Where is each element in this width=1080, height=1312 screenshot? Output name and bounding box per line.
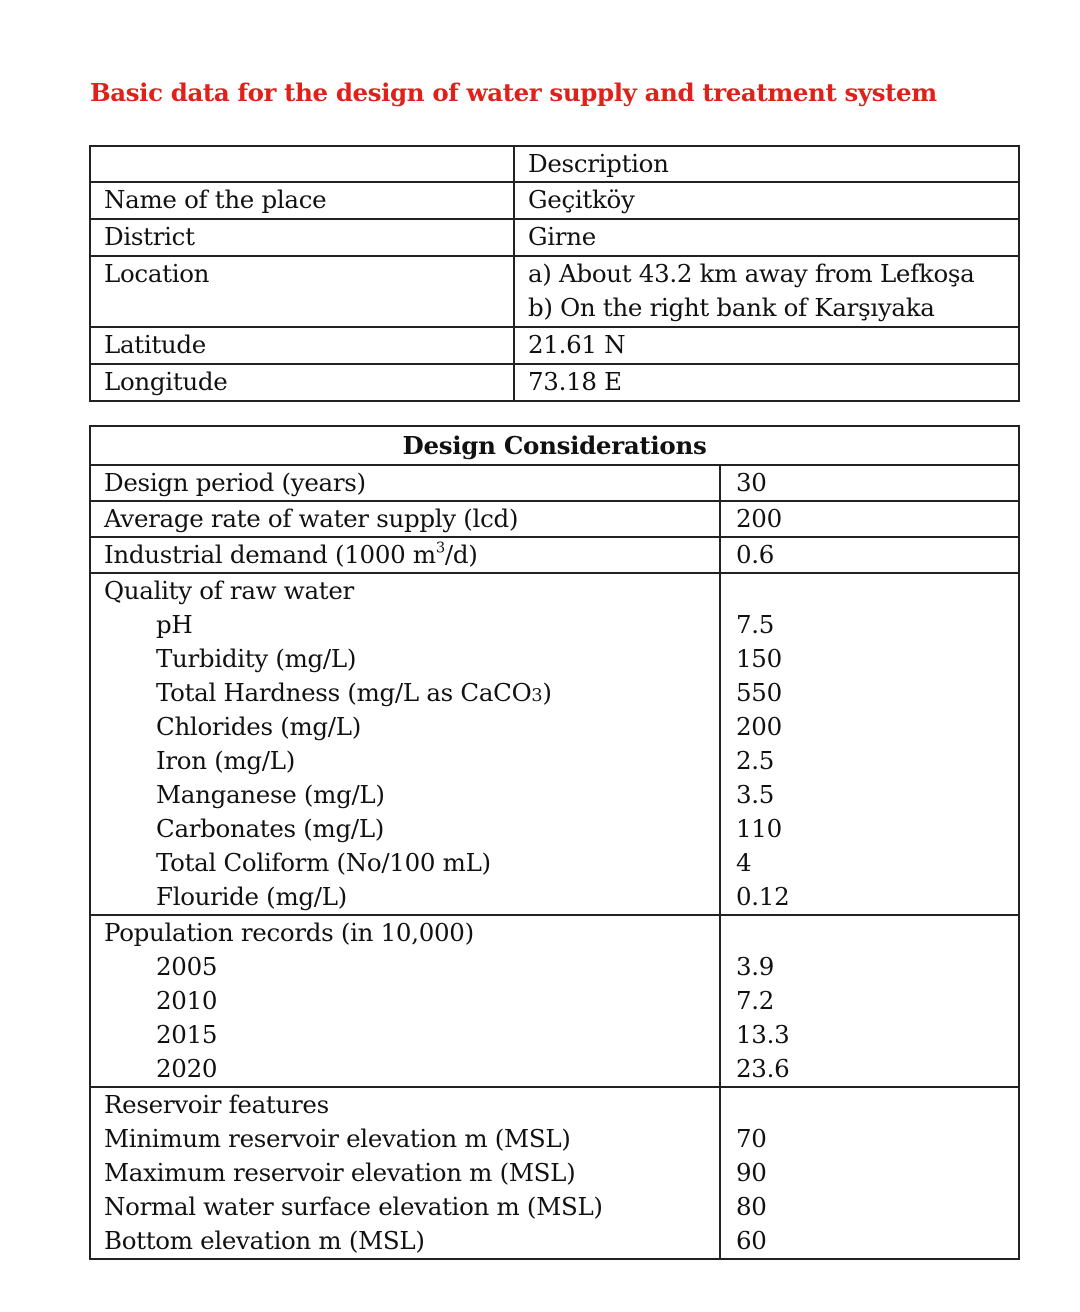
quality-item-label: Flouride (mg/L) bbox=[156, 882, 347, 911]
reservoir-item-label: Minimum reservoir elevation m (MSL) bbox=[104, 1124, 571, 1153]
location-value-a: a) About 43.2 km away from Lefkoşa bbox=[528, 259, 975, 288]
latitude-label: Latitude bbox=[104, 330, 206, 359]
population-year: 2010 bbox=[156, 986, 218, 1015]
population-value: 7.2 bbox=[736, 986, 775, 1015]
quality-item-value: 110 bbox=[736, 814, 782, 843]
quality-item-label: Total Coliform (No/100 mL) bbox=[156, 848, 491, 877]
reservoir-item-label: Maximum reservoir elevation m (MSL) bbox=[104, 1158, 576, 1187]
quality-item-value: 3.5 bbox=[736, 780, 775, 809]
label-cell bbox=[90, 182, 514, 219]
page-title: Basic data for the design of water supply and treatment system bbox=[90, 78, 937, 107]
quality-item-label: Carbonates (mg/L) bbox=[156, 814, 385, 843]
quality-item-value: 200 bbox=[736, 712, 782, 741]
quality-item-value: 550 bbox=[736, 678, 782, 707]
quality-item-value: 0.12 bbox=[736, 882, 790, 911]
quality-item-label: pH bbox=[156, 610, 193, 639]
value-cell bbox=[720, 915, 1019, 1087]
quality-item-label: Iron (mg/L) bbox=[156, 746, 295, 775]
label-cell bbox=[90, 1087, 720, 1259]
description-header-cell bbox=[514, 146, 1019, 182]
table-row bbox=[90, 537, 1019, 573]
longitude-value: 73.18 E bbox=[528, 367, 622, 396]
population-year: 2015 bbox=[156, 1020, 218, 1049]
population-section-row bbox=[90, 915, 1019, 1087]
value-cell bbox=[720, 537, 1019, 573]
label-cell bbox=[90, 219, 514, 256]
value-cell bbox=[514, 364, 1019, 401]
table-row bbox=[90, 219, 1019, 256]
industrial-demand-label: Industrial demand (1000 $m^3/d$) bbox=[104, 539, 478, 569]
district-value: Girne bbox=[528, 222, 596, 251]
site-info-table bbox=[89, 145, 1020, 402]
quality-item-value: 2.5 bbox=[736, 746, 775, 775]
population-value: 13.3 bbox=[736, 1020, 790, 1049]
reservoir-item-value: 90 bbox=[736, 1158, 767, 1187]
population-value: 3.9 bbox=[736, 952, 775, 981]
reservoir-item-value: 80 bbox=[736, 1192, 767, 1221]
population-section-label: Population records (in 10,000) bbox=[104, 918, 474, 947]
table-header-row bbox=[90, 426, 1019, 465]
average-rate-value: 200 bbox=[736, 504, 782, 533]
table-row bbox=[90, 501, 1019, 537]
value-cell bbox=[720, 465, 1019, 501]
design-considerations-table bbox=[89, 425, 1020, 1260]
label-cell bbox=[90, 537, 720, 573]
average-rate-label: Average rate of water supply (lcd) bbox=[104, 504, 519, 533]
label-cell bbox=[90, 501, 720, 537]
place-name-label: Name of the place bbox=[104, 185, 327, 214]
reservoir-item-label: Bottom elevation m (MSL) bbox=[104, 1226, 425, 1255]
population-value: 23.6 bbox=[736, 1054, 790, 1083]
table-row bbox=[90, 364, 1019, 401]
value-cell bbox=[720, 1087, 1019, 1259]
value-cell bbox=[720, 501, 1019, 537]
design-period-label: Design period (years) bbox=[104, 468, 366, 497]
quality-item-label: Turbidity (mg/L) bbox=[156, 644, 357, 673]
design-period-value: 30 bbox=[736, 468, 767, 497]
latitude-value: 21.61 N bbox=[528, 330, 626, 359]
label-cell bbox=[90, 256, 514, 327]
location-value-b: b) On the right bank of Karşıyaka bbox=[528, 293, 935, 322]
reservoir-item-value: 60 bbox=[736, 1226, 767, 1255]
quality-item-label: Manganese (mg/L) bbox=[156, 780, 385, 809]
quality-item-value: 4 bbox=[736, 848, 752, 877]
label-cell bbox=[90, 573, 720, 915]
quality-section-label: Quality of raw water bbox=[104, 576, 354, 605]
district-label: District bbox=[104, 222, 195, 251]
quality-item-label: Chlorides (mg/L) bbox=[156, 712, 361, 741]
value-cell bbox=[514, 219, 1019, 256]
value-cell bbox=[514, 256, 1019, 327]
value-cell bbox=[514, 327, 1019, 364]
longitude-label: Longitude bbox=[104, 367, 228, 396]
quality-section-row bbox=[90, 573, 1019, 915]
reservoir-section-row bbox=[90, 1087, 1019, 1259]
quality-item-value: 7.5 bbox=[736, 610, 775, 639]
empty-header-cell bbox=[90, 146, 514, 182]
population-year: 2020 bbox=[156, 1054, 218, 1083]
quality-item-value: 150 bbox=[736, 644, 782, 673]
description-header: Description bbox=[528, 149, 669, 178]
table-row bbox=[90, 465, 1019, 501]
reservoir-item-label: Normal water surface elevation m (MSL) bbox=[104, 1192, 603, 1221]
industrial-demand-value: 0.6 bbox=[736, 540, 775, 569]
population-year: 2005 bbox=[156, 952, 218, 981]
label-cell bbox=[90, 364, 514, 401]
value-cell bbox=[514, 182, 1019, 219]
value-cell bbox=[720, 573, 1019, 915]
table-row bbox=[90, 182, 1019, 219]
label-cell bbox=[90, 915, 720, 1087]
table-row bbox=[90, 327, 1019, 364]
label-cell bbox=[90, 465, 720, 501]
reservoir-item-value: 70 bbox=[736, 1124, 767, 1153]
place-name-value: Geçitköy bbox=[528, 185, 635, 214]
table-header-row bbox=[90, 146, 1019, 182]
reservoir-section-label: Reservoir features bbox=[104, 1090, 329, 1119]
location-label: Location bbox=[104, 259, 210, 288]
table-row bbox=[90, 256, 1019, 327]
quality-item-label: Total Hardness (mg/L as CaCO3) bbox=[156, 678, 552, 707]
design-considerations-header: Design Considerations bbox=[90, 426, 1019, 465]
label-cell bbox=[90, 327, 514, 364]
